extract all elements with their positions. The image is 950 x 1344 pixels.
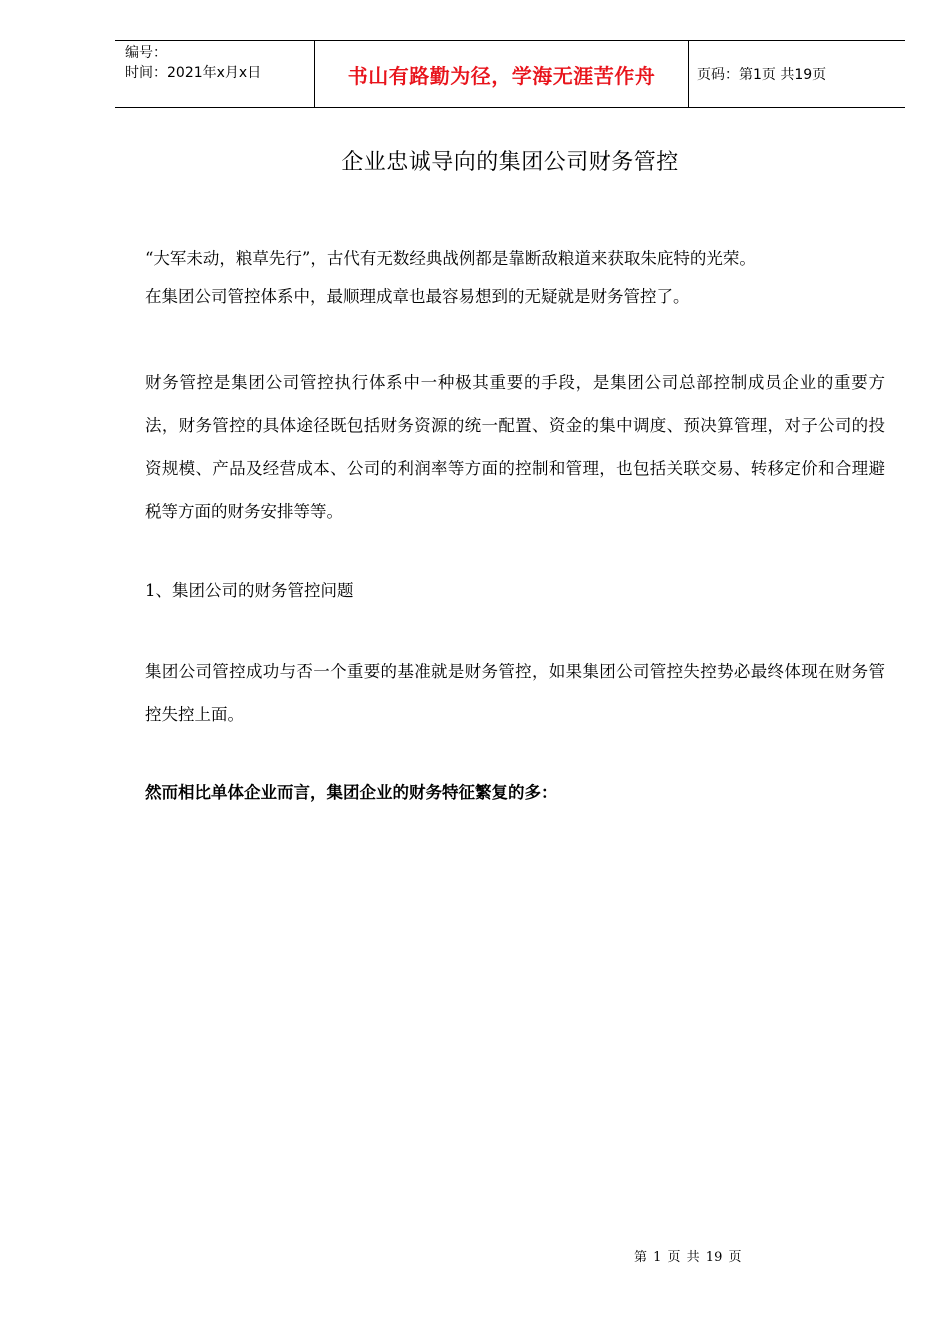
page-header [115, 40, 905, 108]
page-number-label: 页码：第1页 共19页 [697, 67, 827, 83]
serial-number-label: 编号： [125, 45, 167, 61]
intro-line-1: “大军未动，粮草先行”，古代有无数经典战例都是靠断敌粮道来获取朱庇特的光荣。 [145, 249, 756, 268]
header-meta-cell [115, 41, 315, 107]
paragraph-intro [145, 240, 885, 316]
paragraph-control-standard: 集团公司管控成功与否一个重要的基准就是财务管控，如果集团公司管控失控势必最终体现在财务管控失控上面。 [145, 662, 885, 724]
header-motto-cell [315, 41, 689, 107]
intro-line-2: 在集团公司管控体系中，最顺理成章也最容易想到的无疑就是财务管控了。 [145, 287, 690, 306]
motto-text: 书山有路勤为径，学海无涯苦作舟 [347, 63, 656, 88]
page-footer: 第 1 页 共 19 页 [634, 1250, 742, 1265]
date-label: 时间：2021年x月x日 [125, 65, 262, 81]
paragraph-group-features: 然而相比单体企业而言，集团企业的财务特征繁复的多： [145, 783, 558, 802]
paragraph-financial-control: 财务管控是集团公司管控执行体系中一种极其重要的手段，是集团公司总部控制成员企业的重要方法，财务管控的具体途径既包括财务资源的统一配置、资金的集中调度、预决算管理，对子公司的投资规模、产品及经营成本、公司的利润率等方面的控制和管理，也包括关联交易、转移定价和合理避税等方面的财务安排等等。 [145, 373, 885, 521]
document-title: 企业忠诚导向的集团公司财务管控 [341, 150, 679, 175]
header-page-cell [689, 41, 905, 107]
section-heading-1: 1、集团公司的财务管控问题 [145, 581, 354, 600]
